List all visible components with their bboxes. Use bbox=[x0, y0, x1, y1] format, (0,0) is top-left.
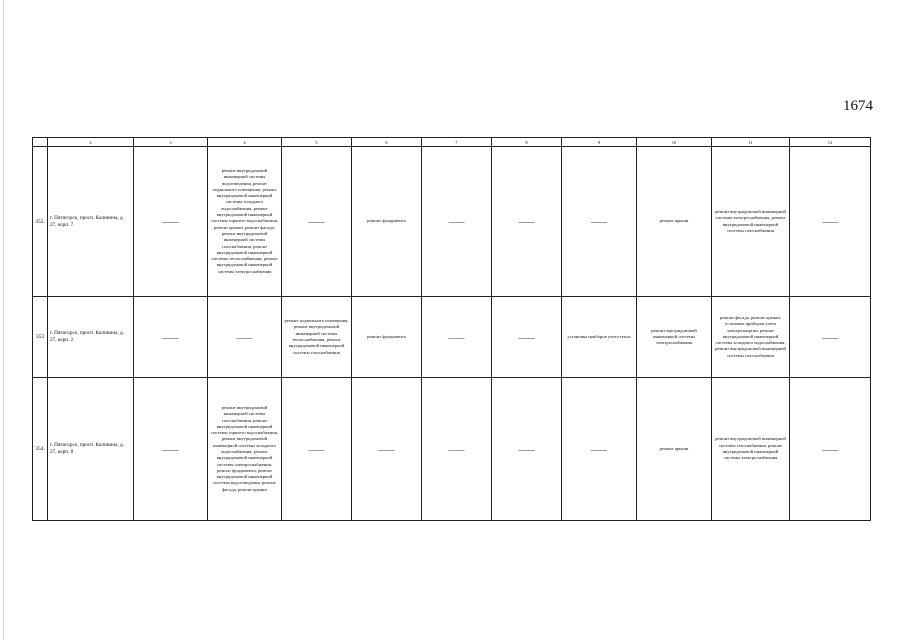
table-cell: ремонт внутридомовой инженерной системы электроснабжения, ремонт внутридомовой инженерной системы газоснабжения bbox=[712, 147, 790, 297]
table-cell: —— bbox=[492, 297, 562, 378]
column-header: 7 bbox=[422, 138, 492, 147]
column-header: 11 bbox=[712, 138, 790, 147]
address-cell: г. Пятигорск, просп. Калинина, д. 27, корп. 7 bbox=[48, 147, 134, 297]
table-row bbox=[33, 297, 871, 378]
table-cell: —— bbox=[352, 378, 422, 521]
table-cell: ремонт внутридомовой инженерной системы газоснабжения, ремонт внутридомовой инженерной системы горячего водоснабжения, ремонт внутридомовой инженерной системы холодного водоснабжения, ремонт внутридомовой инженерной системы электроснабжения, ремонт фундамента, ремонт внутридомовой инженерной системы водоотведения, ремонт фасада, ремонт крыши bbox=[208, 378, 282, 521]
table-row bbox=[33, 378, 871, 521]
row-number: 354. bbox=[33, 378, 48, 521]
column-header: 4 bbox=[208, 138, 282, 147]
column-header: 6 bbox=[352, 138, 422, 147]
column-header: 5 bbox=[282, 138, 352, 147]
table-cell: —— bbox=[790, 147, 871, 297]
table-cell: —— bbox=[134, 297, 208, 378]
table-cell: —— bbox=[562, 378, 637, 521]
table-cell: ремонт крыши bbox=[637, 378, 712, 521]
column-header: 3 bbox=[134, 138, 208, 147]
column-number-row bbox=[33, 138, 871, 147]
table-cell: —— bbox=[282, 378, 352, 521]
scan-margin-line bbox=[3, 0, 4, 640]
table-cell: ремонт внутридомовой инженерной системы газоснабжения, ремонт внутридомовой инженерной системы электроснабжения bbox=[712, 378, 790, 521]
table-cell: —— bbox=[790, 297, 871, 378]
row-number: 353 bbox=[33, 297, 48, 378]
table-cell: —— bbox=[134, 378, 208, 521]
table-cell: —— bbox=[562, 147, 637, 297]
table-cell: —— bbox=[422, 147, 492, 297]
address-cell: г. Пятигорск, просп. Калинина, д. 27, корп. 2 bbox=[48, 297, 134, 378]
column-header: 2 bbox=[48, 138, 134, 147]
repair-schedule-table bbox=[32, 137, 871, 521]
column-header: 9 bbox=[562, 138, 637, 147]
table-cell: ремонт фундамента bbox=[352, 147, 422, 297]
table-cell: ремонт внутридомовой инженерной системы электроснабжения bbox=[637, 297, 712, 378]
column-header: 8 bbox=[492, 138, 562, 147]
table-cell: —— bbox=[422, 378, 492, 521]
row-number: 352. bbox=[33, 147, 48, 297]
column-header: 12 bbox=[790, 138, 871, 147]
table-cell: —— bbox=[422, 297, 492, 378]
table-cell: ремонт фундамента bbox=[352, 297, 422, 378]
table-cell: ремонт внутридомовой инженерной системы водоотведения, ремонт подвального помещения, ремонт внутридомовой инженерной системы холодного водоснабжения, ремонт внутридомовой инженерной системы горячего водоснабжения, ремонт крыши, ремонт фасада, ремонт внутридомовой инженерной системы газоснабжения, ремонт внутридомовой инженерной системы теплоснабжения, ремонт внутридомовой инженерной системы электроснабжения bbox=[208, 147, 282, 297]
table-cell: —— bbox=[790, 378, 871, 521]
table-cell: —— bbox=[134, 147, 208, 297]
column-header: 10 bbox=[637, 138, 712, 147]
table-cell: —— bbox=[492, 378, 562, 521]
table-cell: ремонт крыши bbox=[637, 147, 712, 297]
table-cell: —— bbox=[492, 147, 562, 297]
table-cell: ремонт подвального помещения, ремонт внутридомовой инженерной системы теплоснабжения, ремонт внутридомовой инженерной системы газоснабжения bbox=[282, 297, 352, 378]
address-cell: г. Пятигорск, просп. Калинина, д. 27, корп. 8 bbox=[48, 378, 134, 521]
table-cell: установка приборов учета тепла bbox=[562, 297, 637, 378]
table-cell: —— bbox=[208, 297, 282, 378]
column-header bbox=[33, 138, 48, 147]
table-cell: —— bbox=[282, 147, 352, 297]
page-number: 1674 bbox=[843, 98, 873, 114]
table-row bbox=[33, 147, 871, 297]
table-cell: ремонт фасада, ремонт крыши, установка приборов учета электроэнергии, ремонт внутридомовой инженерной системы холодного водоснабжения, ремонт внутридомовой инженерной системы газоснабжения bbox=[712, 297, 790, 378]
